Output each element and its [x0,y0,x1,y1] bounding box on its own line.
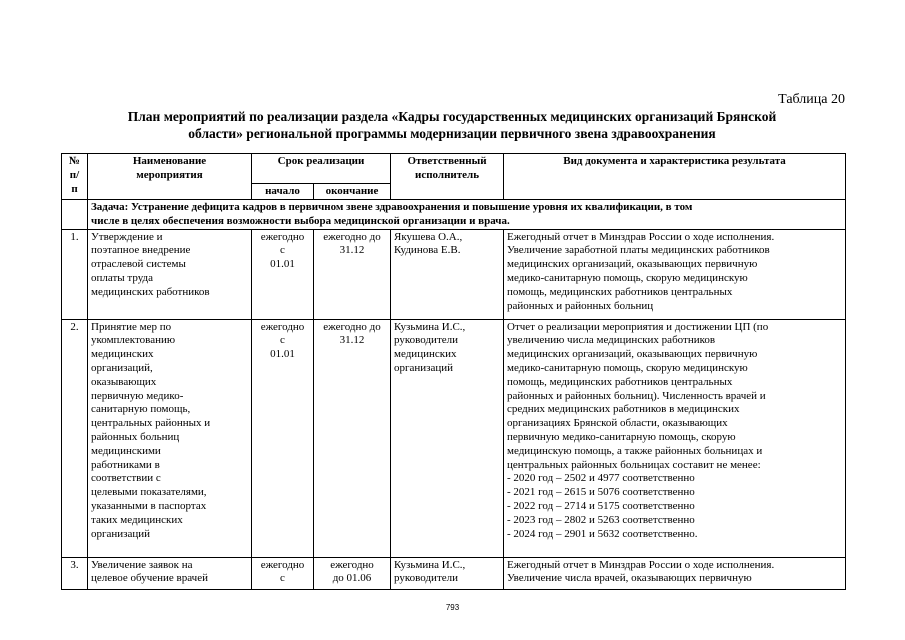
row-num: 3. [62,557,88,589]
table-row [62,229,846,319]
row-end: ежегодно до 01.06 [314,557,391,589]
task-text: Задача: Устранение дефицита кадров в первичном звене здравоохранения и повышение уровня их квалификации, в том числе в целях обеспечения возможности выбора медицинской организации и врача. [88,200,846,230]
row-name: Увеличение заявок на целевое обучение врачей [88,557,252,589]
table-number-label: Таблица 20 [778,92,845,107]
header-responsible: Ответственный исполнитель [391,154,504,200]
action-plan-table [61,153,846,590]
row-responsible: Кузьмина И.С., руководители [391,557,504,589]
row-end: ежегодно до 31.12 [314,319,391,557]
table-row [62,557,846,589]
row-result: Ежегодный отчет в Минздрав России о ходе исполнения. Увеличение заработной платы медицинских работников медицинских организаций, оказывающих первичную медико-санитарную помощь, скорую медицинскую помощь, медицинских работников центральных районных и районных больниц [504,229,846,319]
row-responsible: Кузьмина И.С., руководители медицинских организаций [391,319,504,557]
row-result: Ежегодный отчет в Минздрав России о ходе исполнения. Увеличение числа врачей, оказывающих первичную [504,557,846,589]
header-row [62,154,846,184]
table-row [62,319,846,557]
page-number: 793 [445,603,460,612]
header-end: окончание [314,184,391,200]
header-period: Срок реализации [252,154,391,184]
task-row [62,200,846,230]
row-start: ежегодно с 01.01 [252,319,314,557]
row-result: Отчет о реализации мероприятия и достижении ЦП (по увеличению числа медицинских работников медицинских организаций, оказывающих первичную медико-санитарную помощь, скорую медицинскую помощь, медицинских работников центральных районных и районных больниц). Численность врачей и средних медицинских работников в медицинских организациях Брянской области, оказывающих первичную медико-санитарную помощь, скорую медицинскую помощь, а также районных больницах и центральных районных больницах составит не менее: - 2020 год – 2502 и 4977 соответственно - 2021 год – 2615 и 5076 соответственно - 2022 год – 2714 и 5175 соответственно - 2023 год – 2802 и 5263 соответственно - 2024 год – 2901 и 5632 соответственно. [504,319,846,557]
row-name: Принятие мер по укомплектованию медицинских организаций, оказывающих первичную медико- санитарную помощь, центральных районных и районных больниц медицинскими работниками в соответствии с целевыми показателями, указанными в паспортах таких медицинских организаций [88,319,252,557]
row-num: 2. [62,319,88,557]
row-num: 1. [62,229,88,319]
row-responsible: Якушева О.А., Кудинова Е.В. [391,229,504,319]
document-title: План мероприятий по реализации раздела «Кадры государственных медицинских организаций Брянской области» региональной программы модернизации первичного звена здравоохранения [127,109,777,141]
header-num: № п/ п [62,154,88,200]
header-name: Наименование мероприятия [88,154,252,200]
row-start: ежегодно с 01.01 [252,229,314,319]
row-name: Утверждение и поэтапное внедрение отраслевой системы оплаты труда медицинских работников [88,229,252,319]
header-result: Вид документа и характеристика результата [504,154,846,200]
task-num-cell [62,200,88,230]
row-end: ежегодно до 31.12 [314,229,391,319]
row-start: ежегодно с [252,557,314,589]
header-start: начало [252,184,314,200]
